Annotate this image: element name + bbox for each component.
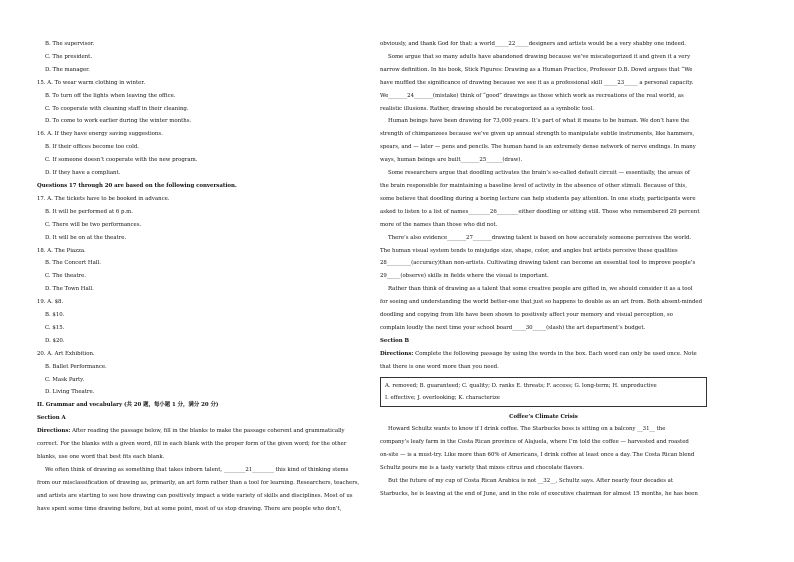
left-column (37, 38, 364, 516)
passage-line: Schultz pours me is a tasty variety that mixes citrus and chocolate flavors. (380, 465, 584, 472)
passage-line: doodling and copying from life have been shown to positively affect your memory and visual perception, so (380, 312, 673, 319)
directions-line (380, 348, 707, 361)
passage-line: 28_________(accuracy)than non-artists. Cultivating drawing talent can become an essential tool to improve people’s (380, 260, 696, 267)
option-line: C. To cooperate with cleaning staff in their cleaning. (45, 105, 189, 112)
option-line: D. $20. (45, 337, 65, 344)
passage-line: more of the names than those who did not. (380, 221, 498, 228)
passage-line: There’s also evidence_______27_______drawing talent is based on how accurately someone perceives the world. (388, 234, 692, 241)
passage-line: The human visual system tends to misjudge size, shape, color, and angles but artists perceive these qualities (380, 247, 678, 254)
passage-line: have spent some time drawing before, but at some point, most of us stop drawing. There are people who don’t, (37, 505, 342, 512)
option-line: B. $10. (45, 312, 65, 319)
passage-line: obviously, and thank God for that: a world_____22_____designers and artists would be a very shabby one indeed. (380, 41, 686, 47)
word-box-line: I. effective; J. overlooking; K. characterize (385, 394, 500, 401)
passage-line: for seeing and understanding the world better-one that just so happens to double as an art from. Both absent-minded (380, 299, 703, 306)
passage-line: narrow definition. In his book, Stick Figures: Drawing as a Human Practice, Professor D.B. Dowd argues that “We (380, 66, 693, 73)
directions-line: blanks, use one word that best fits each blank. (37, 454, 165, 460)
passage-line: Starbucks, he is leaving at the end of June, and in the role of executive chairman for almost 15 months, he has been (380, 491, 698, 497)
passage-line: the brain responsible for maintaining a baseline level of activity in the absence of other stimuli. Because of this, (380, 182, 687, 189)
option-line: D. The manager. (45, 66, 90, 73)
option-line: D. If they have a compliant. (45, 170, 121, 177)
passage-line: But the future of my cup of Costa Rican Arabica is not __32__, Schultz says. After nearly four decades at (388, 478, 674, 485)
section-b-heading: Section B (380, 337, 410, 344)
directions-text: After reading the passage below, fill in the blanks to make the passage coherent and grammatically (70, 428, 345, 435)
passage-line: Human beings have been drawing for 73,000 years. It’s part of what it means to be human. We don’t have the (388, 118, 690, 125)
question-19: 19. A. $8. (37, 299, 64, 306)
passage-line: on-site — is a must-try. Like more than 60% of Americans, I drink coffee at least once a day. The Costa Rican blend (380, 452, 695, 459)
passage-line: Rather than think of drawing as a talent that some creative people are gifted in, we should consider it as a tool (388, 286, 693, 293)
question-17: 17. A. The tickets have to be booked in advance. (37, 195, 170, 202)
option-line: C. The theatre. (45, 273, 87, 280)
directions-line: correct. For the blanks with a given word, fill in each blank with the proper form of the given word; for the other (37, 441, 347, 448)
passage-line: We_______24_______(mistake) think of “good” drawings as those which work as recreations of the real world, as (380, 92, 684, 99)
passage-line: have muffled the significance of drawing because we see it as a professional skill _____23_____ a personal capacity. (380, 79, 694, 86)
passage-line: some believe that doodling during a boring lecture can help students pay attention. In one study, participants were (380, 195, 696, 202)
passage-line: and artists are starting to see how drawing can positively impact a wide variety of skills and disciplines. Most of us (37, 492, 353, 499)
conversation-heading: Questions 17 through 20 are based on the following conversation. (37, 182, 237, 189)
option-line: D. To come to work earlier during the winter months. (45, 118, 192, 125)
directions-label: Directions: (380, 350, 414, 357)
option-line: B. The supervisor. (45, 41, 95, 47)
directions-line (37, 425, 364, 438)
directions-label: Directions: (37, 428, 71, 435)
question-20: 20. A. Art Exhibition. (37, 350, 95, 357)
right-column (380, 38, 707, 501)
option-line: B. If their offices become too cold. (45, 144, 140, 151)
option-line: D. Living Theatre. (45, 389, 95, 396)
option-line: D. It will be on at the theatre. (45, 234, 127, 241)
passage-line: ways, human beings are built_______25______(draw). (380, 157, 523, 164)
option-line: B. To turn off the lights when leaving the office. (45, 92, 176, 99)
passage-title: Coffee’s Climate Crisis (509, 413, 578, 420)
passage-line: spears, and — later — pens and pencils. The human hand is an extremely dense network of nerve endings. In many (380, 144, 696, 151)
passage-line: We often think of drawing as something that takes inborn talent, ________21________ this kind of thinking stems (45, 466, 349, 473)
word-box (380, 377, 707, 407)
passage-line: 29_____(observe) skills in fields where the visual is important. (380, 273, 549, 280)
directions-text: Complete the following passage by using the words in the box. Each word can only be used once. Note (413, 350, 697, 357)
option-line: C. If someone doesn’t cooperate with the new program. (45, 157, 198, 164)
passage-line: from our misclassification of drawing as, primarily, an art form rather than a tool for learning. Researchers, teachers, (37, 479, 360, 486)
passage-line: company’s leafy farm in the Costa Rican province of Alajuela, where I’m told the coffee — harvested and roasted (380, 439, 689, 446)
passage-line: complain loudly the next time your school board_____30_____(slash) the art department’s budget. (380, 324, 646, 331)
option-line: B. The Concert Hall. (45, 260, 101, 267)
section-2-heading: II. Grammar and vocabulary (共 20 题，每小题 1 分，满分 20 分) (37, 402, 219, 409)
option-line: B. It will be performed at 6 p.m. (45, 208, 133, 215)
passage-line: Howard Schultz wants to know if I drink coffee. The Starbucks boss is sitting on a balcony __31__ the (388, 426, 666, 433)
option-line: C. Mask Party. (45, 376, 85, 383)
word-box-line: A. removed; B. guaranteed; C. quality; D. ranks E. threats; F. access; G. long-term; H. unproductive (385, 382, 657, 389)
question-15: 15. A. To wear warm clothing in winter. (37, 79, 146, 86)
option-line: B. Ballet Performance. (45, 363, 107, 370)
passage-line: realistic illusions. Rather, drawing should be recategorized as a symbolic tool. (380, 105, 594, 112)
directions-line: that there is one word more than you need. (380, 363, 499, 370)
passage-line: Some argue that so many adults have abandoned drawing because we’ve miscategorized it and given it a very (388, 53, 691, 60)
section-a-heading: Section A (37, 415, 66, 422)
passage-line: strength of chimpanzees because we’ve given up annual strength to manipulate subtle instruments, like hammers, (380, 131, 695, 138)
question-18: 18. A. The Piazza. (37, 247, 86, 254)
option-line: C. $15. (45, 324, 65, 331)
passage-line: asked to listen to a list of names________26________either doodling or sitting still. Those who remembered 29 percent (380, 208, 700, 215)
passage-line: Some researchers argue that doodling activates the brain’s so-called default circuit — essentially, the areas of (388, 170, 690, 177)
option-line: C. The president. (45, 53, 93, 60)
option-line: D. The Town Hall. (45, 286, 94, 293)
question-16: 16. A. If they have energy saving suggestions. (37, 131, 163, 138)
option-line: C. There will be two performances. (45, 221, 142, 228)
